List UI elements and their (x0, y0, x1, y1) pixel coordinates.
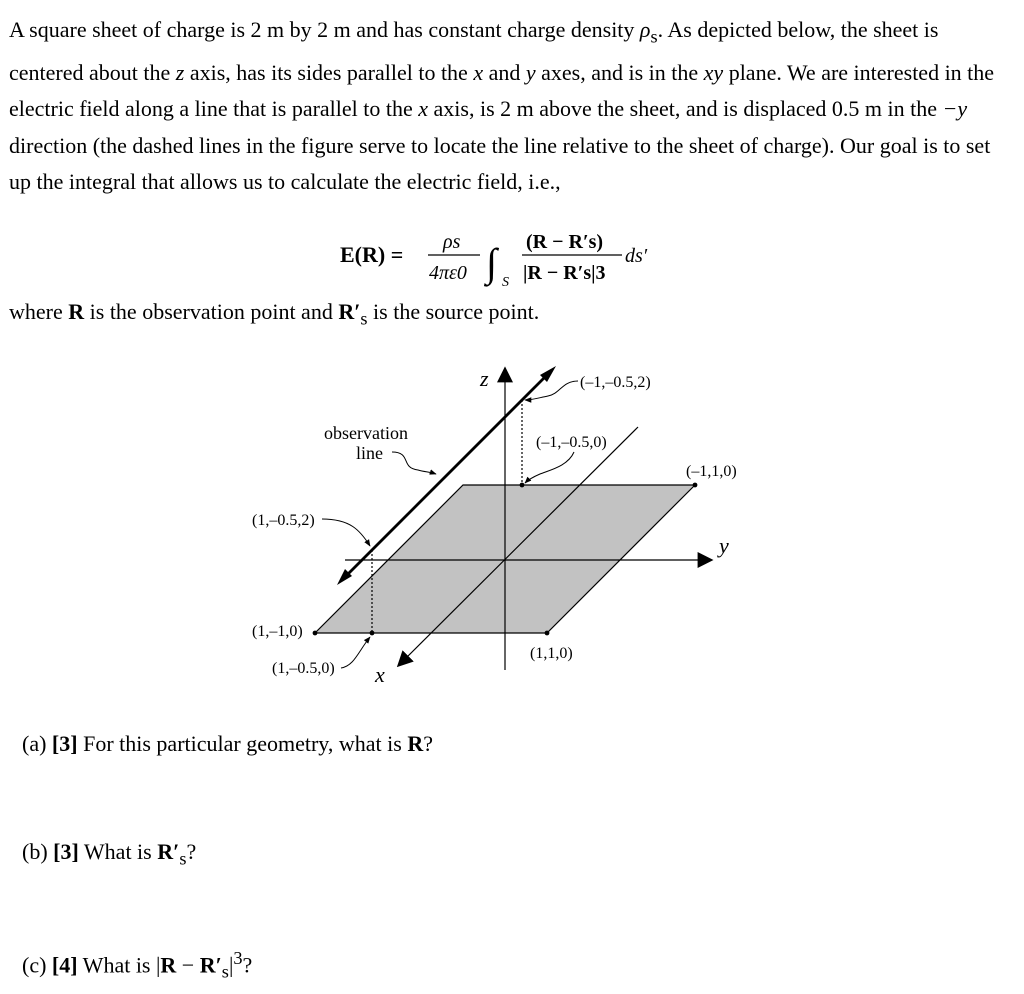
observation-leader (392, 452, 436, 474)
point-1-m1-0 (313, 631, 318, 636)
point-1-m05-0 (370, 631, 375, 636)
question-a: (a) [3] For this particular geometry, what is R? (22, 731, 433, 756)
eq-lhs: E(R) = (340, 242, 404, 267)
x-axis-label: x (375, 662, 385, 687)
label-1-m05-0: (1,–0.5,0) (272, 660, 335, 677)
label-1-m05-2: (1,–0.5,2) (252, 512, 315, 529)
eq-integral-sub: S (502, 275, 509, 290)
leader-m1-m05-0 (525, 452, 574, 483)
eq-vec-den: |R − R′s|3 (523, 262, 606, 284)
label-1-1-0: (1,1,0) (530, 645, 573, 662)
label-m1-m05-0: (–1,–0.5,0) (536, 434, 607, 451)
y-axis-label: y (719, 533, 729, 558)
eq-frac-den: 4πε0 (429, 262, 467, 284)
question-c: (c) [4] What is $|R - R'_s|^3$? (22, 948, 253, 982)
leader-1-m05-2 (322, 519, 370, 546)
label-m1-1-0: (–1,1,0) (686, 463, 737, 480)
problem-intro: A square sheet of charge is 2 m by 2 m and has constant charge density $\rho_s$. As depicted below, the sheet is centered about the z axis, has its sides parallel to the x and y axes, and is in the xy plane. We are interested in the electric field along a line that is parallel to the x axis, is 2 m above the sheet, and is displaced 0.5 m in the −y direction (the dashed lines in the figure serve to locate the line relative to the sheet of charge). Our goal is to set up the integral that allows us to calculate the electric field, i.e., (9, 17, 995, 195)
point-m1-1-0 (693, 483, 698, 488)
eq-frac-num: ρs (443, 231, 461, 253)
leader-1-m05-0 (341, 637, 370, 668)
where-sentence: where R is the observation point and $R'_s$ is the source point. (9, 299, 540, 329)
eq-vec-num: (R − R′s) (526, 231, 604, 253)
eq-integral: ∫ (486, 240, 497, 285)
electric-field-equation (340, 226, 670, 292)
geometry-figure (0, 340, 1024, 700)
eq-ds: ds′ (625, 245, 648, 267)
label-1-m1-0: (1,–1,0) (252, 623, 303, 640)
point-m1-m05-0 (520, 483, 525, 488)
observation-label-1: observation (324, 423, 408, 443)
z-axis-label: z (480, 366, 489, 391)
question-b: (b) [3] What is $R'_s$? (22, 839, 197, 869)
point-1-1-0 (545, 631, 550, 636)
observation-label-2: line (356, 443, 383, 463)
label-m1-m05-2: (–1,–0.5,2) (580, 374, 651, 391)
